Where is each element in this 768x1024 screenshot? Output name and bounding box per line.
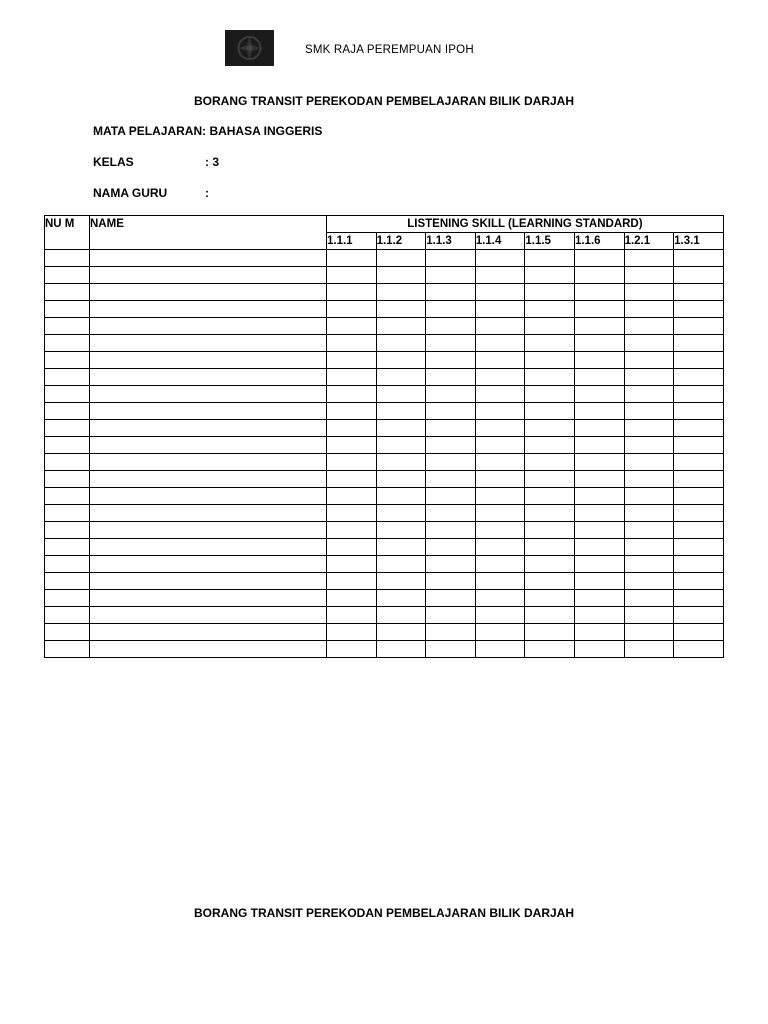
standard-cell[interactable] bbox=[624, 403, 674, 420]
standard-cell[interactable] bbox=[525, 318, 575, 335]
standard-cell[interactable] bbox=[624, 420, 674, 437]
standard-cell[interactable] bbox=[574, 607, 624, 624]
standard-cell[interactable] bbox=[674, 318, 724, 335]
standard-cell[interactable] bbox=[376, 488, 426, 505]
standard-cell[interactable] bbox=[674, 301, 724, 318]
standard-cell[interactable] bbox=[674, 488, 724, 505]
standard-cell[interactable] bbox=[426, 505, 476, 522]
standard-header: 1.1.1 bbox=[327, 233, 377, 250]
standard-cell[interactable] bbox=[624, 471, 674, 488]
standard-cell[interactable] bbox=[674, 641, 724, 658]
table-row bbox=[45, 437, 724, 454]
standard-cell[interactable] bbox=[475, 318, 525, 335]
name-cell[interactable] bbox=[90, 624, 327, 641]
standard-cell[interactable] bbox=[624, 301, 674, 318]
name-cell[interactable] bbox=[90, 539, 327, 556]
standard-cell[interactable] bbox=[327, 386, 377, 403]
standard-cell[interactable] bbox=[525, 522, 575, 539]
standard-cell[interactable] bbox=[674, 250, 724, 267]
standard-cell[interactable] bbox=[327, 369, 377, 386]
standard-cell[interactable] bbox=[376, 539, 426, 556]
standard-cell[interactable] bbox=[426, 369, 476, 386]
standard-cell[interactable] bbox=[426, 624, 476, 641]
standard-cell[interactable] bbox=[525, 250, 575, 267]
standard-cell[interactable] bbox=[674, 454, 724, 471]
standard-cell[interactable] bbox=[525, 369, 575, 386]
standard-cell[interactable] bbox=[426, 335, 476, 352]
standard-cell[interactable] bbox=[574, 386, 624, 403]
standard-cell[interactable] bbox=[674, 420, 724, 437]
num-cell[interactable] bbox=[45, 420, 90, 437]
standard-header: 1.1.5 bbox=[525, 233, 575, 250]
standard-cell[interactable] bbox=[674, 471, 724, 488]
name-cell[interactable] bbox=[90, 267, 327, 284]
standard-cell[interactable] bbox=[376, 522, 426, 539]
standard-cell[interactable] bbox=[525, 420, 575, 437]
table-row bbox=[45, 284, 724, 301]
table-row bbox=[45, 573, 724, 590]
standard-cell[interactable] bbox=[327, 488, 377, 505]
standard-cell[interactable] bbox=[426, 522, 476, 539]
standard-cell[interactable] bbox=[624, 386, 674, 403]
table-row bbox=[45, 471, 724, 488]
standard-cell[interactable] bbox=[327, 573, 377, 590]
standard-cell[interactable] bbox=[376, 301, 426, 318]
standard-cell[interactable] bbox=[525, 641, 575, 658]
teacher-value: : bbox=[205, 186, 209, 200]
standard-cell[interactable] bbox=[327, 624, 377, 641]
standard-cell[interactable] bbox=[426, 607, 476, 624]
standard-cell[interactable] bbox=[376, 641, 426, 658]
standard-cell[interactable] bbox=[525, 539, 575, 556]
standard-cell[interactable] bbox=[525, 335, 575, 352]
standard-cell[interactable] bbox=[574, 301, 624, 318]
standard-cell[interactable] bbox=[574, 488, 624, 505]
standard-cell[interactable] bbox=[475, 403, 525, 420]
table-row bbox=[45, 335, 724, 352]
name-cell[interactable] bbox=[90, 522, 327, 539]
standard-cell[interactable] bbox=[624, 522, 674, 539]
footer-title: BORANG TRANSIT PEREKODAN PEMBELAJARAN BILIK DARJAH bbox=[193, 906, 574, 920]
table-row bbox=[45, 386, 724, 403]
num-cell[interactable] bbox=[45, 573, 90, 590]
standard-cell[interactable] bbox=[426, 318, 476, 335]
standard-cell[interactable] bbox=[574, 369, 624, 386]
standard-cell[interactable] bbox=[525, 607, 575, 624]
standard-cell[interactable] bbox=[624, 454, 674, 471]
num-cell[interactable] bbox=[45, 556, 90, 573]
standard-cell[interactable] bbox=[475, 352, 525, 369]
teacher-field bbox=[93, 186, 209, 200]
name-header: NAME bbox=[90, 216, 327, 250]
num-cell[interactable] bbox=[45, 539, 90, 556]
standard-cell[interactable] bbox=[376, 505, 426, 522]
standard-cell[interactable] bbox=[475, 420, 525, 437]
standard-cell[interactable] bbox=[327, 301, 377, 318]
standard-cell[interactable] bbox=[426, 641, 476, 658]
standard-cell[interactable] bbox=[525, 352, 575, 369]
standard-cell[interactable] bbox=[475, 607, 525, 624]
standard-cell[interactable] bbox=[674, 539, 724, 556]
record-table bbox=[44, 215, 724, 658]
name-cell[interactable] bbox=[90, 352, 327, 369]
num-cell[interactable] bbox=[45, 505, 90, 522]
table-row bbox=[45, 454, 724, 471]
standard-cell[interactable] bbox=[674, 437, 724, 454]
name-cell[interactable] bbox=[90, 386, 327, 403]
standard-cell[interactable] bbox=[327, 335, 377, 352]
standard-cell[interactable] bbox=[674, 403, 724, 420]
name-cell[interactable] bbox=[90, 369, 327, 386]
name-cell[interactable] bbox=[90, 454, 327, 471]
standard-cell[interactable] bbox=[624, 250, 674, 267]
table-row bbox=[45, 590, 724, 607]
standard-cell[interactable] bbox=[574, 556, 624, 573]
standard-header: 1.2.1 bbox=[624, 233, 674, 250]
name-cell[interactable] bbox=[90, 573, 327, 590]
standard-cell[interactable] bbox=[327, 318, 377, 335]
class-value: : 3 bbox=[205, 155, 220, 169]
standard-cell[interactable] bbox=[475, 454, 525, 471]
standard-cell[interactable] bbox=[327, 250, 377, 267]
standard-cell[interactable] bbox=[426, 590, 476, 607]
standard-cell[interactable] bbox=[426, 573, 476, 590]
standard-cell[interactable] bbox=[674, 369, 724, 386]
table-row bbox=[45, 352, 724, 369]
standard-cell[interactable] bbox=[574, 522, 624, 539]
table-row bbox=[45, 318, 724, 335]
standard-header: 1.1.2 bbox=[376, 233, 426, 250]
num-cell[interactable] bbox=[45, 301, 90, 318]
standard-cell[interactable] bbox=[525, 386, 575, 403]
table-row bbox=[45, 624, 724, 641]
teacher-label: NAMA GURU bbox=[93, 186, 168, 200]
standard-cell[interactable] bbox=[624, 369, 674, 386]
standard-cell[interactable] bbox=[674, 624, 724, 641]
standard-cell[interactable] bbox=[475, 641, 525, 658]
table-row bbox=[45, 539, 724, 556]
standard-cell[interactable] bbox=[624, 505, 674, 522]
standard-cell[interactable] bbox=[376, 335, 426, 352]
num-cell[interactable] bbox=[45, 284, 90, 301]
table-row bbox=[45, 267, 724, 284]
class-label: KELAS bbox=[93, 155, 134, 169]
standard-cell[interactable] bbox=[525, 403, 575, 420]
standard-cell[interactable] bbox=[475, 556, 525, 573]
table-row bbox=[45, 420, 724, 437]
standard-cell[interactable] bbox=[475, 539, 525, 556]
standard-cell[interactable] bbox=[426, 403, 476, 420]
standard-cell[interactable] bbox=[674, 386, 724, 403]
standard-cell[interactable] bbox=[327, 539, 377, 556]
standard-cell[interactable] bbox=[624, 624, 674, 641]
standard-cell[interactable] bbox=[525, 471, 575, 488]
standard-cell[interactable] bbox=[327, 505, 377, 522]
standard-cell[interactable] bbox=[574, 573, 624, 590]
standard-cell[interactable] bbox=[525, 284, 575, 301]
num-cell[interactable] bbox=[45, 641, 90, 658]
standard-cell[interactable] bbox=[674, 607, 724, 624]
num-cell[interactable] bbox=[45, 250, 90, 267]
num-cell[interactable] bbox=[45, 352, 90, 369]
table-row bbox=[45, 556, 724, 573]
standard-cell[interactable] bbox=[624, 318, 674, 335]
standard-cell[interactable] bbox=[674, 267, 724, 284]
standard-cell[interactable] bbox=[525, 301, 575, 318]
standard-cell[interactable] bbox=[574, 318, 624, 335]
standard-cell[interactable] bbox=[376, 403, 426, 420]
standard-cell[interactable] bbox=[475, 590, 525, 607]
standard-cell[interactable] bbox=[376, 284, 426, 301]
standard-cell[interactable] bbox=[376, 471, 426, 488]
table-row bbox=[45, 505, 724, 522]
standard-cell[interactable] bbox=[574, 505, 624, 522]
num-cell[interactable] bbox=[45, 267, 90, 284]
standard-cell[interactable] bbox=[475, 335, 525, 352]
table-row bbox=[45, 403, 724, 420]
standard-cell[interactable] bbox=[327, 284, 377, 301]
class-field bbox=[93, 155, 220, 169]
num-header: NU M bbox=[45, 216, 90, 250]
standard-cell[interactable] bbox=[525, 454, 575, 471]
standard-cell[interactable] bbox=[624, 352, 674, 369]
num-cell[interactable] bbox=[45, 369, 90, 386]
table-row bbox=[45, 488, 724, 505]
standard-cell[interactable] bbox=[475, 386, 525, 403]
num-cell[interactable] bbox=[45, 318, 90, 335]
standard-cell[interactable] bbox=[475, 284, 525, 301]
standard-cell[interactable] bbox=[574, 420, 624, 437]
standard-cell[interactable] bbox=[426, 556, 476, 573]
standard-cell[interactable] bbox=[475, 573, 525, 590]
standard-cell[interactable] bbox=[674, 352, 724, 369]
standard-cell[interactable] bbox=[475, 437, 525, 454]
standard-cell[interactable] bbox=[674, 556, 724, 573]
standard-cell[interactable] bbox=[426, 352, 476, 369]
standard-cell[interactable] bbox=[376, 607, 426, 624]
standard-cell[interactable] bbox=[475, 505, 525, 522]
table-row bbox=[45, 641, 724, 658]
name-cell[interactable] bbox=[90, 505, 327, 522]
table-row bbox=[45, 607, 724, 624]
standard-cell[interactable] bbox=[327, 607, 377, 624]
num-cell[interactable] bbox=[45, 624, 90, 641]
standard-cell[interactable] bbox=[426, 437, 476, 454]
standard-cell[interactable] bbox=[475, 250, 525, 267]
standard-cell[interactable] bbox=[376, 267, 426, 284]
standard-cell[interactable] bbox=[674, 335, 724, 352]
standard-cell[interactable] bbox=[426, 420, 476, 437]
standard-cell[interactable] bbox=[574, 267, 624, 284]
table-row bbox=[45, 250, 724, 267]
standard-cell[interactable] bbox=[624, 284, 674, 301]
table-row bbox=[45, 522, 724, 539]
num-cell[interactable] bbox=[45, 335, 90, 352]
standard-cell[interactable] bbox=[574, 250, 624, 267]
standard-cell[interactable] bbox=[574, 335, 624, 352]
school-name: SMK RAJA PEREMPUAN IPOH bbox=[305, 44, 474, 56]
standard-cell[interactable] bbox=[327, 420, 377, 437]
standard-header: 1.1.3 bbox=[426, 233, 476, 250]
num-cell[interactable] bbox=[45, 488, 90, 505]
standard-cell[interactable] bbox=[525, 556, 575, 573]
num-cell[interactable] bbox=[45, 607, 90, 624]
standard-cell[interactable] bbox=[376, 420, 426, 437]
standard-cell[interactable] bbox=[376, 437, 426, 454]
standard-cell[interactable] bbox=[426, 488, 476, 505]
standard-header: 1.1.6 bbox=[574, 233, 624, 250]
standard-cell[interactable] bbox=[327, 471, 377, 488]
standard-cell[interactable] bbox=[475, 488, 525, 505]
name-cell[interactable] bbox=[90, 335, 327, 352]
table-row bbox=[45, 369, 724, 386]
standard-cell[interactable] bbox=[426, 386, 476, 403]
standard-cell[interactable] bbox=[624, 335, 674, 352]
standard-cell[interactable] bbox=[376, 590, 426, 607]
standard-cell[interactable] bbox=[525, 573, 575, 590]
standard-cell[interactable] bbox=[376, 318, 426, 335]
standard-cell[interactable] bbox=[376, 556, 426, 573]
standard-cell[interactable] bbox=[574, 471, 624, 488]
name-cell[interactable] bbox=[90, 488, 327, 505]
num-cell[interactable] bbox=[45, 471, 90, 488]
standard-cell[interactable] bbox=[624, 437, 674, 454]
standard-cell[interactable] bbox=[525, 590, 575, 607]
standard-cell[interactable] bbox=[475, 522, 525, 539]
subject-field bbox=[93, 124, 322, 138]
standard-cell[interactable] bbox=[674, 284, 724, 301]
name-cell[interactable] bbox=[90, 607, 327, 624]
standard-cell[interactable] bbox=[327, 590, 377, 607]
standard-cell[interactable] bbox=[674, 505, 724, 522]
standard-cell[interactable] bbox=[525, 488, 575, 505]
name-cell[interactable] bbox=[90, 590, 327, 607]
num-cell[interactable] bbox=[45, 403, 90, 420]
standard-cell[interactable] bbox=[674, 573, 724, 590]
standard-cell[interactable] bbox=[426, 267, 476, 284]
standard-cell[interactable] bbox=[327, 556, 377, 573]
name-cell[interactable] bbox=[90, 318, 327, 335]
standard-cell[interactable] bbox=[327, 641, 377, 658]
standard-cell[interactable] bbox=[624, 607, 674, 624]
standard-cell[interactable] bbox=[574, 590, 624, 607]
standard-cell[interactable] bbox=[426, 539, 476, 556]
standard-cell[interactable] bbox=[574, 437, 624, 454]
standard-cell[interactable] bbox=[475, 471, 525, 488]
standard-cell[interactable] bbox=[376, 624, 426, 641]
standard-cell[interactable] bbox=[525, 267, 575, 284]
name-cell[interactable] bbox=[90, 403, 327, 420]
subject-label: MATA PELAJARAN: BAHASA INGGERIS bbox=[93, 124, 323, 138]
standard-cell[interactable] bbox=[376, 352, 426, 369]
name-cell[interactable] bbox=[90, 301, 327, 318]
standard-cell[interactable] bbox=[574, 454, 624, 471]
name-cell[interactable] bbox=[90, 250, 327, 267]
standard-cell[interactable] bbox=[624, 488, 674, 505]
standard-cell[interactable] bbox=[327, 267, 377, 284]
standard-cell[interactable] bbox=[574, 403, 624, 420]
standard-header: 1.3.1 bbox=[674, 233, 724, 250]
standard-cell[interactable] bbox=[574, 624, 624, 641]
num-cell[interactable] bbox=[45, 590, 90, 607]
standard-cell[interactable] bbox=[624, 267, 674, 284]
standard-cell[interactable] bbox=[574, 352, 624, 369]
standard-cell[interactable] bbox=[475, 369, 525, 386]
standard-cell[interactable] bbox=[475, 301, 525, 318]
standard-cell[interactable] bbox=[674, 590, 724, 607]
name-cell[interactable] bbox=[90, 284, 327, 301]
standard-cell[interactable] bbox=[426, 454, 476, 471]
standard-cell[interactable] bbox=[525, 437, 575, 454]
name-cell[interactable] bbox=[90, 471, 327, 488]
standard-cell[interactable] bbox=[376, 369, 426, 386]
table-row bbox=[45, 301, 724, 318]
standard-cell[interactable] bbox=[525, 624, 575, 641]
standard-cell[interactable] bbox=[327, 437, 377, 454]
num-cell[interactable] bbox=[45, 454, 90, 471]
standard-cell[interactable] bbox=[574, 641, 624, 658]
standard-cell[interactable] bbox=[574, 284, 624, 301]
standard-cell[interactable] bbox=[624, 556, 674, 573]
name-cell[interactable] bbox=[90, 556, 327, 573]
standard-cell[interactable] bbox=[624, 641, 674, 658]
standard-cell[interactable] bbox=[327, 522, 377, 539]
standard-cell[interactable] bbox=[624, 590, 674, 607]
standard-cell[interactable] bbox=[475, 624, 525, 641]
standard-cell[interactable] bbox=[426, 471, 476, 488]
standard-cell[interactable] bbox=[376, 250, 426, 267]
name-cell[interactable] bbox=[90, 437, 327, 454]
standard-cell[interactable] bbox=[426, 284, 476, 301]
standard-cell[interactable] bbox=[376, 386, 426, 403]
name-cell[interactable] bbox=[90, 420, 327, 437]
standard-cell[interactable] bbox=[376, 454, 426, 471]
school-crest-icon bbox=[225, 30, 274, 66]
num-cell[interactable] bbox=[45, 437, 90, 454]
standard-cell[interactable] bbox=[624, 539, 674, 556]
standard-cell[interactable] bbox=[525, 505, 575, 522]
standard-cell[interactable] bbox=[327, 454, 377, 471]
standard-cell[interactable] bbox=[574, 539, 624, 556]
standard-cell[interactable] bbox=[327, 352, 377, 369]
standard-cell[interactable] bbox=[624, 573, 674, 590]
standard-cell[interactable] bbox=[426, 250, 476, 267]
standard-header: 1.1.4 bbox=[475, 233, 525, 250]
standard-cell[interactable] bbox=[327, 403, 377, 420]
num-cell[interactable] bbox=[45, 522, 90, 539]
standard-cell[interactable] bbox=[475, 267, 525, 284]
name-cell[interactable] bbox=[90, 641, 327, 658]
page-title: BORANG TRANSIT PEREKODAN PEMBELAJARAN BILIK DARJAH bbox=[193, 94, 574, 108]
standard-cell[interactable] bbox=[674, 522, 724, 539]
standard-cell[interactable] bbox=[426, 301, 476, 318]
num-cell[interactable] bbox=[45, 386, 90, 403]
standard-cell[interactable] bbox=[376, 573, 426, 590]
listening-skill-header: LISTENING SKILL (LEARNING STANDARD) bbox=[327, 216, 724, 233]
